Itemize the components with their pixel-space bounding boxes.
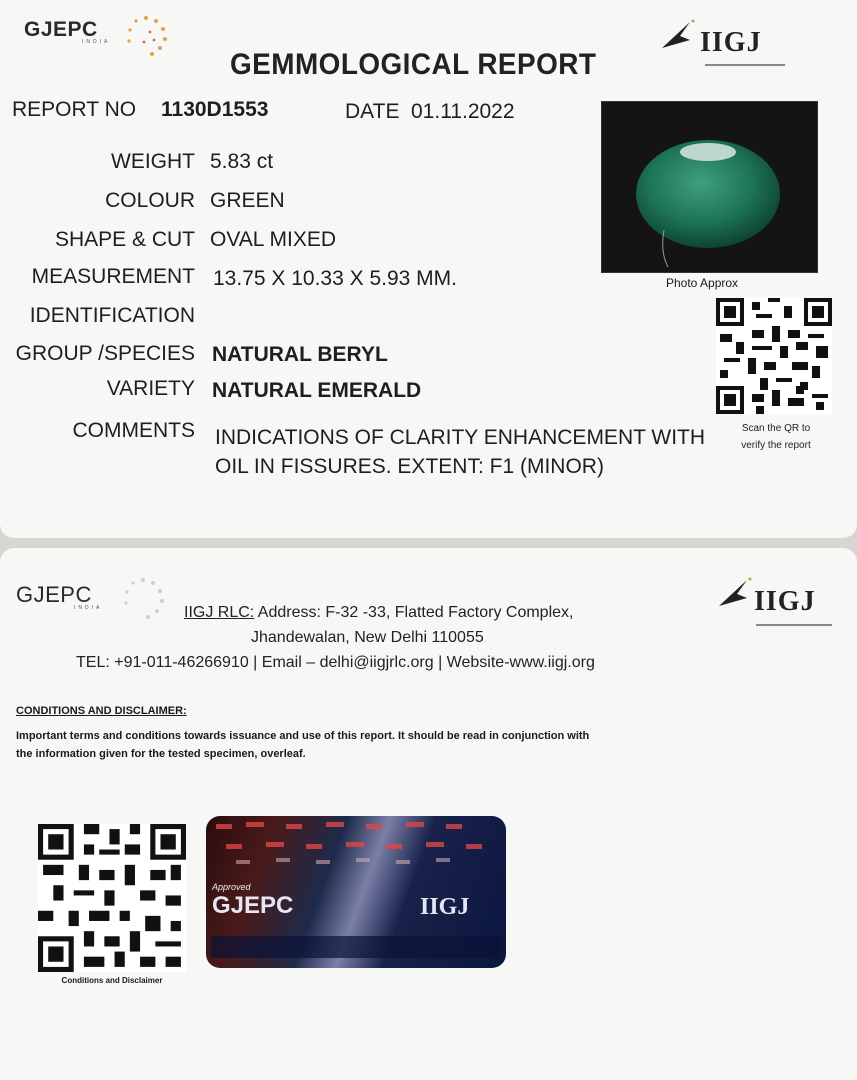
report-title: GEMMOLOGICAL REPORT <box>230 48 597 81</box>
report-front-card <box>0 0 857 538</box>
hologram-gjepc-text: GJEPC <box>212 892 294 919</box>
iigj-logo-rule <box>705 64 785 66</box>
gjepc-logo-subtext: INDIA <box>82 39 111 45</box>
conditions-qr-code[interactable] <box>38 824 186 972</box>
photo-caption: Photo Approx <box>666 276 739 290</box>
gjepc-sunburst-icon <box>122 12 170 60</box>
qr-caption-line-2: verify the report <box>741 440 811 451</box>
address-line-2: Jhandewalan, New Delhi 110055 <box>251 629 484 646</box>
identification-label: IDENTIFICATION <box>29 304 195 327</box>
comments-label: COMMENTS <box>72 419 195 442</box>
gjepc-logo-back <box>16 582 102 611</box>
qr-caption-line-1: Scan the QR to <box>741 423 811 434</box>
conditions-qr-caption: Conditions and Disclaimer <box>61 976 163 985</box>
shape-cut-label: SHAPE & CUT <box>54 228 195 251</box>
qr-code-icon <box>716 298 832 414</box>
gjepc-logo <box>24 18 110 45</box>
gjepc-logo-back-text: GJEPC <box>16 582 92 607</box>
conditions-line-1: Important terms and conditions towards issuance and use of this report. It should be read in conjunction with <box>16 730 590 742</box>
iigj-logo-text: IIGJ <box>700 27 762 58</box>
hologram-approved-text: Approved <box>212 882 251 892</box>
comments-line-2: OIL IN FISSURES. EXTENT: F1 (MINOR) <box>215 455 604 478</box>
iigj-arrow-back-icon <box>717 576 753 610</box>
date-value: 01.11.2022 <box>411 100 515 123</box>
report-no-label: REPORT NO <box>12 98 137 121</box>
hologram-iigj-text: IIGJ <box>420 894 470 920</box>
verify-qr-code[interactable] <box>716 298 832 414</box>
weight-label: WEIGHT <box>111 150 195 173</box>
gem-photo <box>601 101 818 273</box>
colour-label: COLOUR <box>105 189 195 212</box>
group-species-value: NATURAL BERYL <box>212 343 388 366</box>
report-back-card <box>0 548 857 1080</box>
date-label: DATE <box>345 100 400 123</box>
group-species-label: GROUP /SPECIES <box>15 342 195 365</box>
address-text: Address: F-32 -33, Flatted Factory Complex, <box>254 604 574 621</box>
comments-line-1: INDICATIONS OF CLARITY ENHANCEMENT WITH <box>215 426 706 449</box>
qr-code-back-icon <box>38 824 186 972</box>
report-no-value: 1130D1553 <box>161 98 269 121</box>
iigj-logo-back-rule <box>756 624 832 626</box>
conditions-line-2: the information given for the tested specimen, overleaf. <box>16 748 306 760</box>
iigj-logo <box>700 27 762 59</box>
emerald-gem-icon <box>602 102 817 272</box>
gjepc-logo-text: GJEPC <box>24 18 98 41</box>
colour-value: GREEN <box>210 189 285 212</box>
address-prefix: IIGJ RLC: <box>184 604 255 621</box>
variety-label: VARIETY <box>106 377 195 400</box>
contact-line: TEL: +91-011-46266910 | Email – delhi@iigjrlc.org | Website-www.iigj.org <box>76 654 595 671</box>
shape-cut-value: OVAL MIXED <box>210 228 337 251</box>
conditions-heading: CONDITIONS AND DISCLAIMER: <box>16 705 187 717</box>
iigj-arrow-icon <box>660 18 696 52</box>
variety-value: NATURAL EMERALD <box>212 379 422 402</box>
iigj-logo-back <box>754 586 816 618</box>
gjepc-logo-back-subtext: INDIA <box>74 605 103 611</box>
weight-value: 5.83 ct <box>210 150 274 173</box>
measurement-value: 13.75 X 10.33 X 5.93 MM. <box>213 267 457 290</box>
measurement-label: MEASUREMENT <box>31 265 195 288</box>
address-line-1 <box>184 604 573 622</box>
gjepc-sunburst-back-icon <box>118 574 168 624</box>
iigj-logo-back-text: IIGJ <box>754 586 816 617</box>
